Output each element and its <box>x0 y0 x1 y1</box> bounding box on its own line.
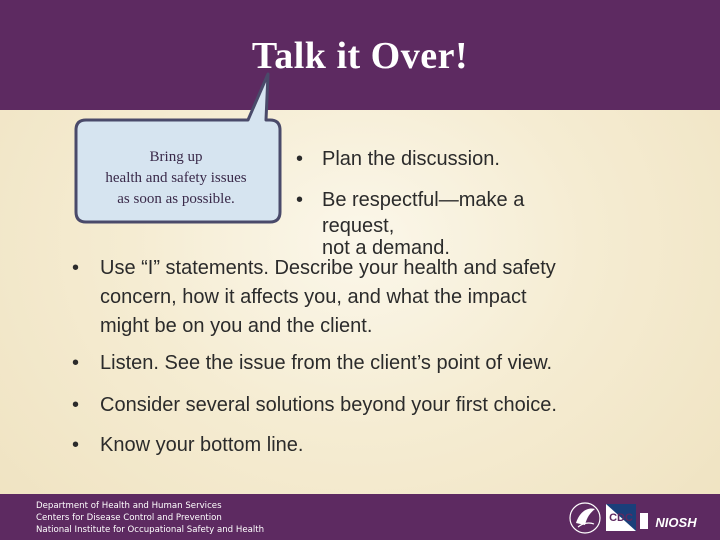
bullet-text: Listen. See the issue from the client’s point of view. <box>100 352 553 374</box>
bullet-text: Know your bottom line. <box>100 434 304 456</box>
niosh-logo-text: NIOSH <box>655 515 697 530</box>
agency-logos <box>566 497 716 539</box>
bullet-text: Be respectful—make a <box>322 189 525 211</box>
bullet-text: not a demand. <box>322 237 450 259</box>
footer-line: Centers for Disease Control and Prevention <box>36 513 222 523</box>
bullet-dot: • <box>72 394 80 416</box>
footer-line: Department of Health and Human Services <box>36 501 222 511</box>
bullet-text: Use “I” statements. Describe your health and safety <box>100 257 556 279</box>
bullet-dot: • <box>296 189 304 211</box>
bullet-plan <box>296 146 500 172</box>
footer-line: National Institute for Occupational Safety and Health <box>36 525 265 535</box>
footer-agency-text <box>36 500 264 536</box>
bullet-listen <box>72 350 552 376</box>
bullet-consider <box>72 392 557 418</box>
bullet-dot: • <box>72 257 80 279</box>
callout-line: Bring up <box>149 149 203 165</box>
hhs-eagle-logo <box>570 503 600 533</box>
bullet-text: might be on you and the client. <box>100 315 373 337</box>
bullet-dot: • <box>72 352 80 374</box>
bullet-dot: • <box>72 434 80 456</box>
callout-text <box>76 147 276 210</box>
bullet-dot: • <box>296 148 304 170</box>
cdc-logo-text: CDC <box>609 512 633 524</box>
bullet-text: Plan the discussion. <box>322 148 500 170</box>
bullet-bottom-line <box>72 432 303 458</box>
cdc-logo <box>606 504 636 531</box>
bullet-use-i-statements <box>72 255 556 339</box>
bullet-text: Consider several solutions beyond your first choice. <box>100 394 557 416</box>
niosh-logo <box>640 513 697 530</box>
callout-line: health and safety issues <box>105 170 247 186</box>
bullet-text: request, <box>322 215 395 237</box>
bullet-text: concern, how it affects you, and what the impact <box>100 286 527 308</box>
slide-title: Talk it Over! <box>251 35 469 77</box>
bullet-respectful <box>296 187 524 261</box>
callout-line: as soon as possible. <box>117 191 235 207</box>
